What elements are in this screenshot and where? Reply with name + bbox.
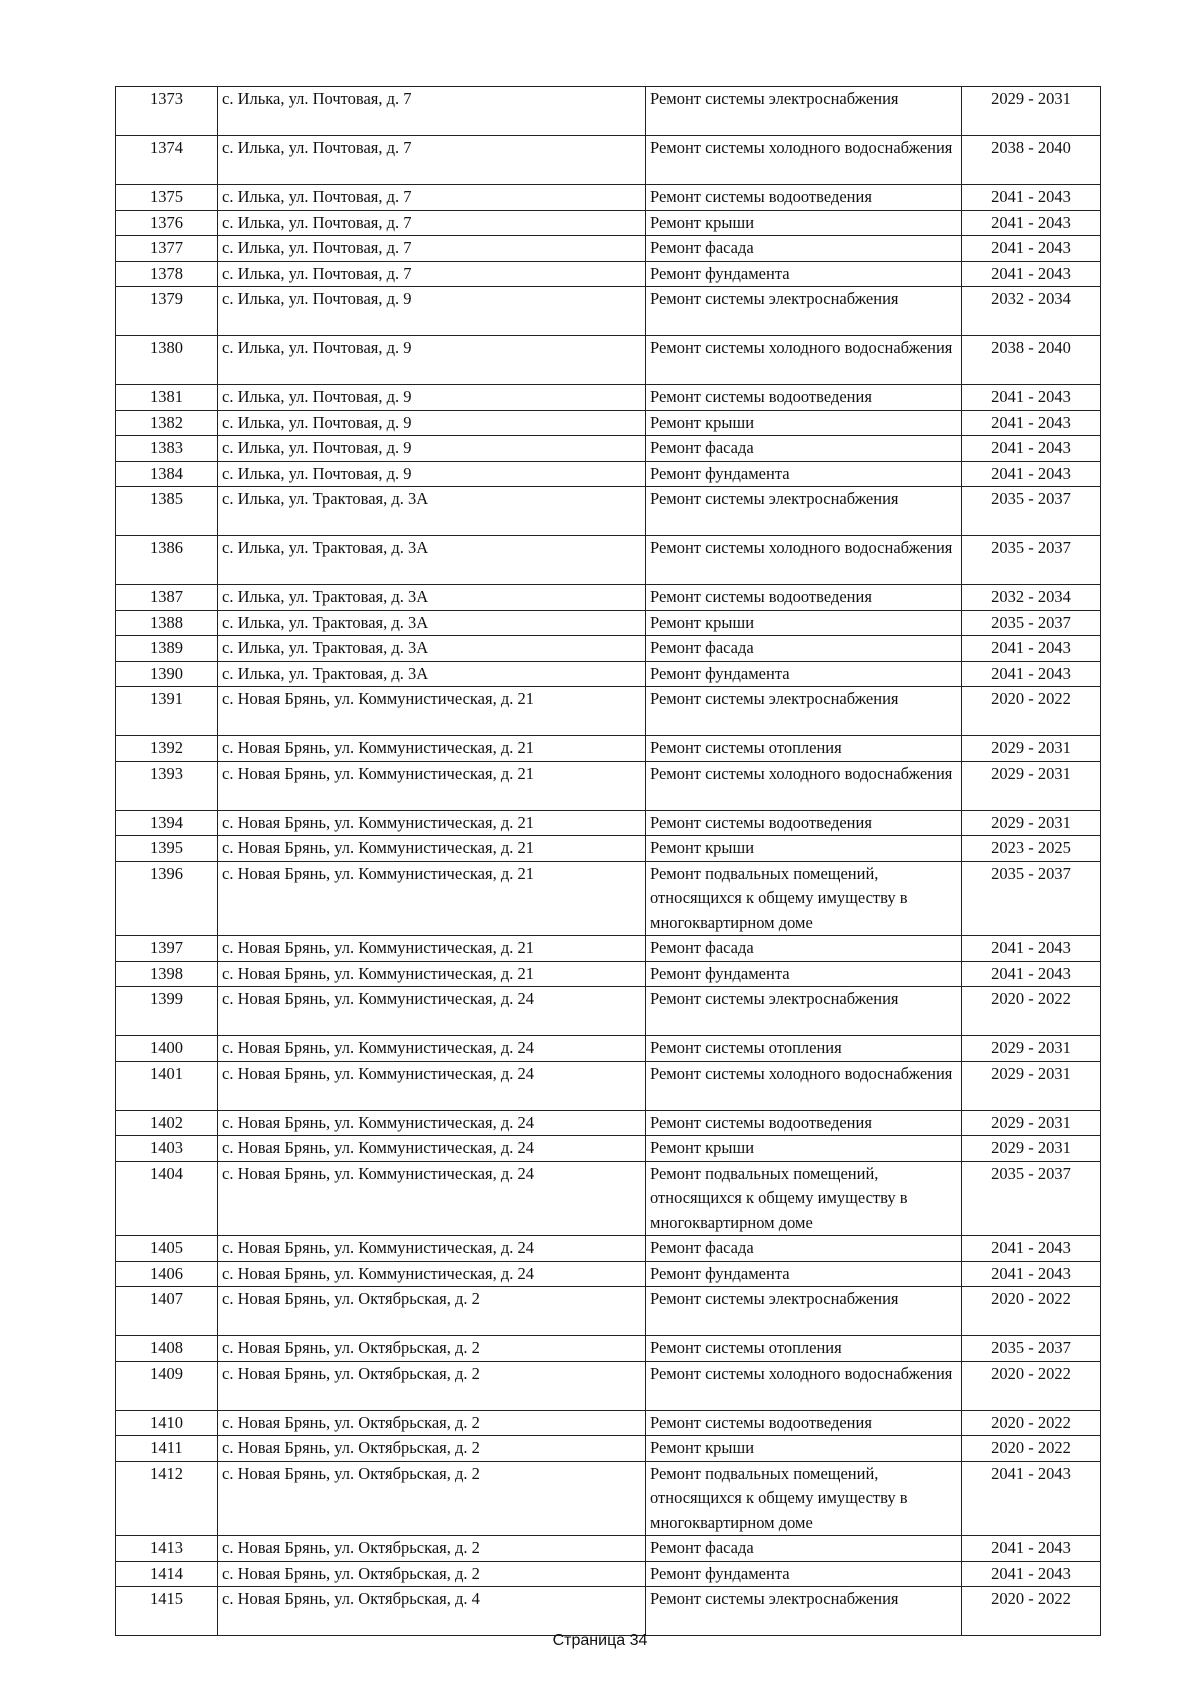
row-address: с. Новая Брянь, ул. Коммунистическая, д. 21 (218, 761, 646, 810)
table-row (116, 410, 1101, 436)
row-address: с. Илька, ул. Трактовая, д. 3А (218, 536, 646, 585)
table-row (116, 287, 1101, 336)
row-number: 1386 (116, 536, 218, 585)
row-number: 1415 (116, 1587, 218, 1636)
table-row (116, 185, 1101, 211)
row-address: с. Илька, ул. Почтовая, д. 7 (218, 87, 646, 136)
table-row (116, 336, 1101, 385)
row-address: с. Новая Брянь, ул. Коммунистическая, д. 21 (218, 687, 646, 736)
row-address: с. Илька, ул. Почтовая, д. 9 (218, 410, 646, 436)
table-row (116, 1161, 1101, 1236)
row-years: 2041 - 2043 (962, 1261, 1101, 1287)
table-row (116, 585, 1101, 611)
row-work-type: Ремонт системы отопления (646, 1036, 962, 1062)
row-years: 2035 - 2037 (962, 536, 1101, 585)
table-row (116, 1261, 1101, 1287)
row-years: 2032 - 2034 (962, 287, 1101, 336)
row-work-type: Ремонт фасада (646, 1236, 962, 1262)
row-address: с. Илька, ул. Трактовая, д. 3А (218, 636, 646, 662)
row-work-type: Ремонт крыши (646, 1436, 962, 1462)
row-work-type: Ремонт системы водоотведения (646, 1410, 962, 1436)
row-number: 1392 (116, 736, 218, 762)
row-number: 1376 (116, 210, 218, 236)
row-years: 2029 - 2031 (962, 87, 1101, 136)
row-years: 2041 - 2043 (962, 410, 1101, 436)
row-years: 2041 - 2043 (962, 661, 1101, 687)
row-number: 1390 (116, 661, 218, 687)
row-number: 1412 (116, 1461, 218, 1536)
row-address: с. Илька, ул. Почтовая, д. 7 (218, 210, 646, 236)
table-row (116, 487, 1101, 536)
row-work-type: Ремонт фасада (646, 236, 962, 262)
row-years: 2041 - 2043 (962, 636, 1101, 662)
row-years: 2035 - 2037 (962, 610, 1101, 636)
table-body (116, 87, 1101, 1636)
row-address: с. Илька, ул. Почтовая, д. 7 (218, 236, 646, 262)
page-number: Страница 34 (552, 1632, 648, 1649)
row-number: 1407 (116, 1287, 218, 1336)
table-row (116, 1587, 1101, 1636)
table-row (116, 436, 1101, 462)
row-work-type: Ремонт крыши (646, 610, 962, 636)
table-row (116, 761, 1101, 810)
table-row (116, 936, 1101, 962)
table-row (116, 636, 1101, 662)
table-row (116, 961, 1101, 987)
row-address: с. Илька, ул. Почтовая, д. 7 (218, 261, 646, 287)
row-address: с. Новая Брянь, ул. Октябрьская, д. 2 (218, 1361, 646, 1410)
table-row (116, 461, 1101, 487)
row-work-type: Ремонт системы холодного водоснабжения (646, 136, 962, 185)
table-row (116, 1136, 1101, 1162)
row-work-type: Ремонт системы электроснабжения (646, 1287, 962, 1336)
row-number: 1395 (116, 836, 218, 862)
row-address: с. Новая Брянь, ул. Коммунистическая, д. 24 (218, 1261, 646, 1287)
row-number: 1406 (116, 1261, 218, 1287)
row-work-type: Ремонт крыши (646, 210, 962, 236)
row-address: с. Илька, ул. Почтовая, д. 7 (218, 136, 646, 185)
row-number: 1380 (116, 336, 218, 385)
row-years: 2041 - 2043 (962, 961, 1101, 987)
row-work-type: Ремонт подвальных помещений, относящихся к общему имуществу в многоквартирном доме (646, 1461, 962, 1536)
row-years: 2041 - 2043 (962, 1461, 1101, 1536)
row-work-type: Ремонт системы холодного водоснабжения (646, 336, 962, 385)
row-address: с. Илька, ул. Почтовая, д. 7 (218, 185, 646, 211)
row-years: 2032 - 2034 (962, 585, 1101, 611)
row-number: 1397 (116, 936, 218, 962)
row-work-type: Ремонт системы холодного водоснабжения (646, 536, 962, 585)
row-number: 1389 (116, 636, 218, 662)
table-row (116, 1410, 1101, 1436)
row-address: с. Илька, ул. Почтовая, д. 9 (218, 287, 646, 336)
row-years: 2020 - 2022 (962, 1436, 1101, 1462)
row-work-type: Ремонт системы электроснабжения (646, 987, 962, 1036)
row-address: с. Новая Брянь, ул. Октябрьская, д. 2 (218, 1410, 646, 1436)
row-number: 1387 (116, 585, 218, 611)
row-work-type: Ремонт системы водоотведения (646, 810, 962, 836)
row-years: 2029 - 2031 (962, 810, 1101, 836)
row-number: 1410 (116, 1410, 218, 1436)
row-years: 2029 - 2031 (962, 1136, 1101, 1162)
row-number: 1383 (116, 436, 218, 462)
row-number: 1404 (116, 1161, 218, 1236)
row-address: с. Новая Брянь, ул. Коммунистическая, д. 24 (218, 1110, 646, 1136)
row-number: 1401 (116, 1061, 218, 1110)
row-address: с. Новая Брянь, ул. Коммунистическая, д. 21 (218, 961, 646, 987)
row-years: 2029 - 2031 (962, 736, 1101, 762)
row-address: с. Новая Брянь, ул. Октябрьская, д. 4 (218, 1587, 646, 1636)
table-row (116, 836, 1101, 862)
row-address: с. Новая Брянь, ул. Коммунистическая, д. 24 (218, 1061, 646, 1110)
row-work-type: Ремонт фасада (646, 436, 962, 462)
row-years: 2020 - 2022 (962, 1361, 1101, 1410)
row-years: 2029 - 2031 (962, 1061, 1101, 1110)
row-work-type: Ремонт системы электроснабжения (646, 87, 962, 136)
row-address: с. Новая Брянь, ул. Октябрьская, д. 2 (218, 1461, 646, 1536)
row-work-type: Ремонт системы электроснабжения (646, 487, 962, 536)
table-row (116, 736, 1101, 762)
row-number: 1399 (116, 987, 218, 1036)
table-row (116, 1361, 1101, 1410)
row-number: 1381 (116, 385, 218, 411)
row-number: 1378 (116, 261, 218, 287)
table-row (116, 661, 1101, 687)
row-work-type: Ремонт фасада (646, 936, 962, 962)
row-work-type: Ремонт фундамента (646, 461, 962, 487)
row-work-type: Ремонт фундамента (646, 261, 962, 287)
row-number: 1375 (116, 185, 218, 211)
row-address: с. Илька, ул. Почтовая, д. 9 (218, 336, 646, 385)
row-work-type: Ремонт подвальных помещений, относящихся к общему имуществу в многоквартирном доме (646, 1161, 962, 1236)
table-row (116, 1110, 1101, 1136)
row-work-type: Ремонт системы электроснабжения (646, 1587, 962, 1636)
table-row (116, 1236, 1101, 1262)
table-row (116, 1287, 1101, 1336)
row-work-type: Ремонт системы электроснабжения (646, 287, 962, 336)
row-years: 2020 - 2022 (962, 987, 1101, 1036)
row-number: 1408 (116, 1336, 218, 1362)
row-work-type: Ремонт крыши (646, 410, 962, 436)
table-row (116, 687, 1101, 736)
table-row (116, 236, 1101, 262)
row-address: с. Новая Брянь, ул. Коммунистическая, д. 24 (218, 1036, 646, 1062)
row-years: 2041 - 2043 (962, 936, 1101, 962)
row-work-type: Ремонт фундамента (646, 1561, 962, 1587)
row-years: 2041 - 2043 (962, 236, 1101, 262)
row-years: 2041 - 2043 (962, 385, 1101, 411)
row-years: 2020 - 2022 (962, 1410, 1101, 1436)
row-years: 2020 - 2022 (962, 1287, 1101, 1336)
table-row (116, 1561, 1101, 1587)
table-row (116, 1336, 1101, 1362)
table-row (116, 1061, 1101, 1110)
row-number: 1414 (116, 1561, 218, 1587)
row-years: 2041 - 2043 (962, 1561, 1101, 1587)
row-years: 2029 - 2031 (962, 1110, 1101, 1136)
row-number: 1394 (116, 810, 218, 836)
row-number: 1385 (116, 487, 218, 536)
row-address: с. Новая Брянь, ул. Коммунистическая, д. 24 (218, 1236, 646, 1262)
table-row (116, 87, 1101, 136)
row-work-type: Ремонт фундамента (646, 961, 962, 987)
row-number: 1398 (116, 961, 218, 987)
row-address: с. Новая Брянь, ул. Октябрьская, д. 2 (218, 1561, 646, 1587)
row-work-type: Ремонт системы холодного водоснабжения (646, 1061, 962, 1110)
row-work-type: Ремонт системы холодного водоснабжения (646, 1361, 962, 1410)
table-row (116, 210, 1101, 236)
row-number: 1391 (116, 687, 218, 736)
row-number: 1373 (116, 87, 218, 136)
row-number: 1400 (116, 1036, 218, 1062)
table-row (116, 861, 1101, 936)
row-years: 2020 - 2022 (962, 1587, 1101, 1636)
row-address: с. Новая Брянь, ул. Октябрьская, д. 2 (218, 1287, 646, 1336)
row-address: с. Новая Брянь, ул. Коммунистическая, д. 21 (218, 936, 646, 962)
row-number: 1382 (116, 410, 218, 436)
table-row (116, 536, 1101, 585)
row-address: с. Новая Брянь, ул. Октябрьская, д. 2 (218, 1336, 646, 1362)
row-work-type: Ремонт системы водоотведения (646, 385, 962, 411)
row-address: с. Новая Брянь, ул. Коммунистическая, д. 21 (218, 736, 646, 762)
table-row (116, 987, 1101, 1036)
row-address: с. Новая Брянь, ул. Коммунистическая, д. 21 (218, 836, 646, 862)
row-address: с. Илька, ул. Трактовая, д. 3А (218, 661, 646, 687)
row-years: 2041 - 2043 (962, 1536, 1101, 1562)
row-number: 1393 (116, 761, 218, 810)
row-years: 2038 - 2040 (962, 336, 1101, 385)
row-years: 2029 - 2031 (962, 1036, 1101, 1062)
row-number: 1388 (116, 610, 218, 636)
row-years: 2041 - 2043 (962, 461, 1101, 487)
row-work-type: Ремонт фундамента (646, 1261, 962, 1287)
row-years: 2041 - 2043 (962, 1236, 1101, 1262)
row-number: 1377 (116, 236, 218, 262)
row-number: 1409 (116, 1361, 218, 1410)
row-work-type: Ремонт системы водоотведения (646, 1110, 962, 1136)
row-years: 2038 - 2040 (962, 136, 1101, 185)
row-work-type: Ремонт фасада (646, 636, 962, 662)
row-address: с. Новая Брянь, ул. Октябрьская, д. 2 (218, 1536, 646, 1562)
row-work-type: Ремонт системы водоотведения (646, 585, 962, 611)
row-number: 1411 (116, 1436, 218, 1462)
row-work-type: Ремонт крыши (646, 836, 962, 862)
table-row (116, 1536, 1101, 1562)
row-years: 2035 - 2037 (962, 1336, 1101, 1362)
row-work-type: Ремонт крыши (646, 1136, 962, 1162)
row-address: с. Илька, ул. Почтовая, д. 9 (218, 461, 646, 487)
row-years: 2035 - 2037 (962, 487, 1101, 536)
row-address: с. Новая Брянь, ул. Коммунистическая, д. 24 (218, 1136, 646, 1162)
row-address: с. Илька, ул. Трактовая, д. 3А (218, 585, 646, 611)
row-years: 2023 - 2025 (962, 836, 1101, 862)
table-row (116, 810, 1101, 836)
row-address: с. Новая Брянь, ул. Коммунистическая, д. 21 (218, 810, 646, 836)
row-work-type: Ремонт системы холодного водоснабжения (646, 761, 962, 810)
table-row (116, 1461, 1101, 1536)
row-number: 1402 (116, 1110, 218, 1136)
row-address: с. Новая Брянь, ул. Коммунистическая, д. 24 (218, 1161, 646, 1236)
row-work-type: Ремонт фасада (646, 1536, 962, 1562)
table-row (116, 261, 1101, 287)
row-number: 1413 (116, 1536, 218, 1562)
row-number: 1403 (116, 1136, 218, 1162)
row-address: с. Новая Брянь, ул. Коммунистическая, д. 24 (218, 987, 646, 1036)
table-row (116, 136, 1101, 185)
row-work-type: Ремонт фундамента (646, 661, 962, 687)
repair-schedule-table (115, 86, 1101, 1636)
row-years: 2029 - 2031 (962, 761, 1101, 810)
row-years: 2041 - 2043 (962, 185, 1101, 211)
table-row (116, 610, 1101, 636)
row-number: 1396 (116, 861, 218, 936)
row-number: 1384 (116, 461, 218, 487)
table-row (116, 385, 1101, 411)
row-years: 2041 - 2043 (962, 261, 1101, 287)
row-number: 1405 (116, 1236, 218, 1262)
row-address: с. Новая Брянь, ул. Октябрьская, д. 2 (218, 1436, 646, 1462)
table-row (116, 1036, 1101, 1062)
table-row (116, 1436, 1101, 1462)
row-address: с. Илька, ул. Почтовая, д. 9 (218, 436, 646, 462)
row-address: с. Илька, ул. Трактовая, д. 3А (218, 487, 646, 536)
row-work-type: Ремонт системы водоотведения (646, 185, 962, 211)
row-address: с. Новая Брянь, ул. Коммунистическая, д. 21 (218, 861, 646, 936)
row-years: 2041 - 2043 (962, 436, 1101, 462)
row-address: с. Илька, ул. Почтовая, д. 9 (218, 385, 646, 411)
row-years: 2035 - 2037 (962, 1161, 1101, 1236)
row-work-type: Ремонт системы отопления (646, 1336, 962, 1362)
row-number: 1379 (116, 287, 218, 336)
row-years: 2020 - 2022 (962, 687, 1101, 736)
row-work-type: Ремонт системы электроснабжения (646, 687, 962, 736)
row-address: с. Илька, ул. Трактовая, д. 3А (218, 610, 646, 636)
row-years: 2035 - 2037 (962, 861, 1101, 936)
row-number: 1374 (116, 136, 218, 185)
row-years: 2041 - 2043 (962, 210, 1101, 236)
row-work-type: Ремонт системы отопления (646, 736, 962, 762)
row-work-type: Ремонт подвальных помещений, относящихся к общему имуществу в многоквартирном доме (646, 861, 962, 936)
